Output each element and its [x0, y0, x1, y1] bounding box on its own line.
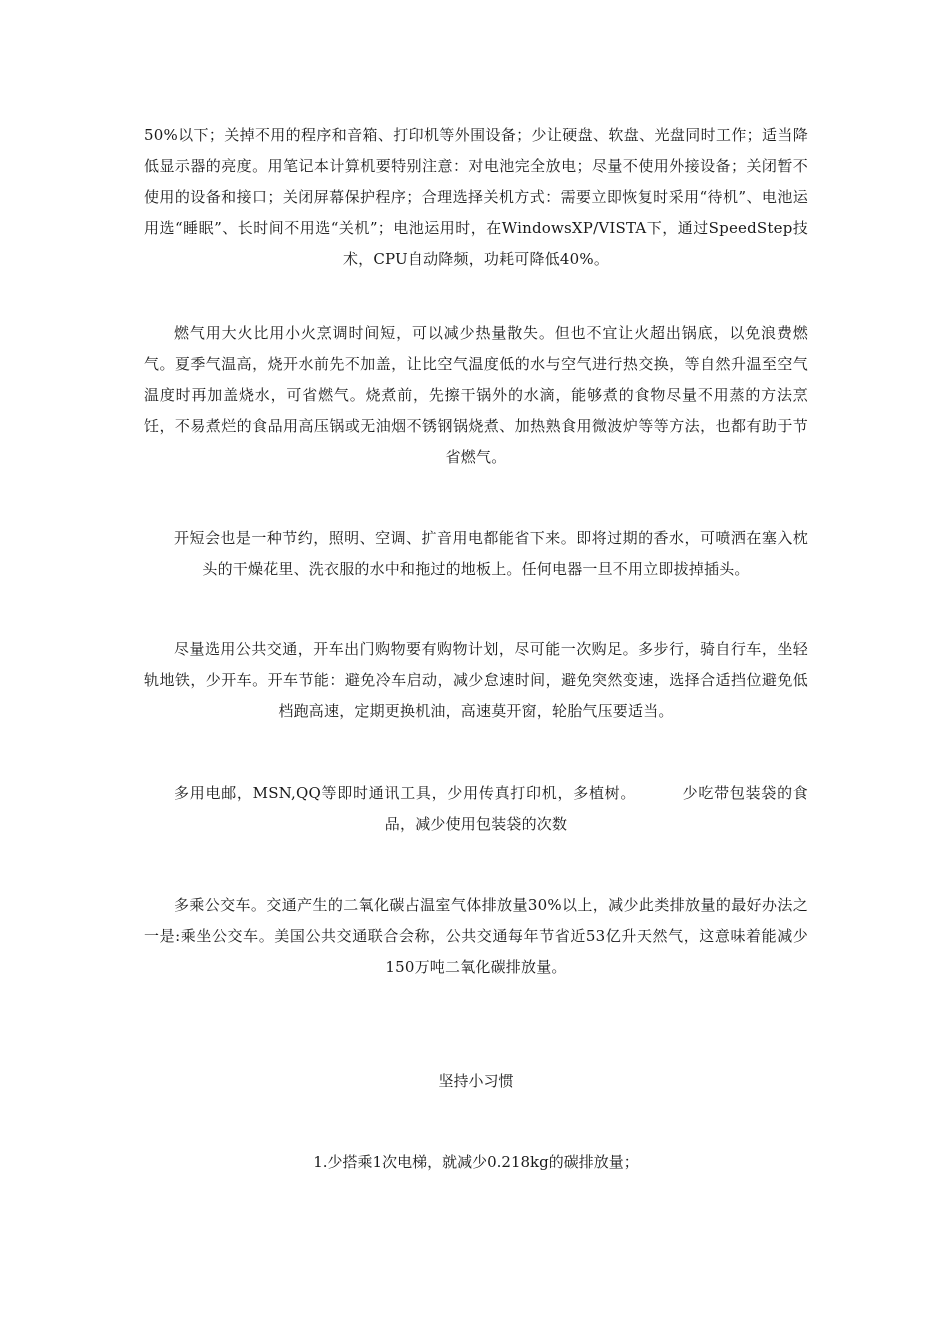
paragraph-computer-power-saving: 50%以下；关掉不用的程序和音箱、打印机等外围设备；少让硬盘、软盘、光盘同时工作；适当降低显示器的亮度。用笔记本计算机要特别注意：对电池完全放电；尽量不使用外接设备；关闭暂不使用的设备和接口；关闭屏幕保护程序；合理选择关机方式：需要立即恢复时采用“待机”、电池运用选“睡眠”、长时间不用选“关机”；电池运用时，在WindowsXP/VISTA下，通过SpeedStep技术，CPU自动降频，功耗可降低40%。: [144, 126, 808, 268]
paragraph-packaging-text: 少吃带包装袋的食品，减少使用包装袋的次数: [384, 784, 808, 833]
section-heading: 坚持小习惯: [438, 1072, 514, 1090]
paragraph-email-and-packaging: [144, 778, 808, 840]
paragraph-gas-saving: 燃气用大火比用小火烹调时间短，可以减少热量散失。但也不宜让火超出锅底，以免浪费燃气。夏季气温高，烧开水前先不加盖，让比空气温度低的水与空气进行热交换，等自然升温至空气温度时再加盖烧水，可省燃气。烧煮前，先擦干锅外的水滴，能够煮的食物尽量不用蒸的方法烹饪，不易煮烂的食品用高压锅或无油烟不锈钢锅烧煮、加热熟食用微波炉等等方法，也都有助于节省燃气。: [144, 324, 808, 466]
list-item: 1.少搭乘1次电梯，就减少0.218kg的碳排放量；: [313, 1153, 639, 1171]
paragraph-short-meetings: 开短会也是一种节约，照明、空调、扩音用电都能省下来。即将过期的香水，可喷洒在塞入枕头的干燥花里、洗衣服的水中和拖过的地板上。任何电器一旦不用立即拔掉插头。: [174, 529, 808, 578]
paragraph-public-transport: 尽量选用公共交通，开车出门购物要有购物计划，尽可能一次购足。多步行，骑自行车，坐轻轨地铁，少开车。开车节能：避免冷车启动，减少怠速时间，避免突然变速，选择合适挡位避免低档跑高速，定期更换机油，高速莫开窗，轮胎气压要适当。: [144, 640, 808, 720]
paragraph-email-text: 多用电邮，MSN,QQ等即时通讯工具，少用传真打印机，多植树。: [174, 784, 637, 802]
paragraph-bus-riding: 多乘公交车。交通产生的二氧化碳占温室气体排放量30%以上，减少此类排放量的最好办法之一是:乘坐公交车。美国公共交通联合会称，公共交通每年节省近53亿升天然气，这意味着能减少150万吨二氧化碳排放量。: [144, 896, 808, 976]
